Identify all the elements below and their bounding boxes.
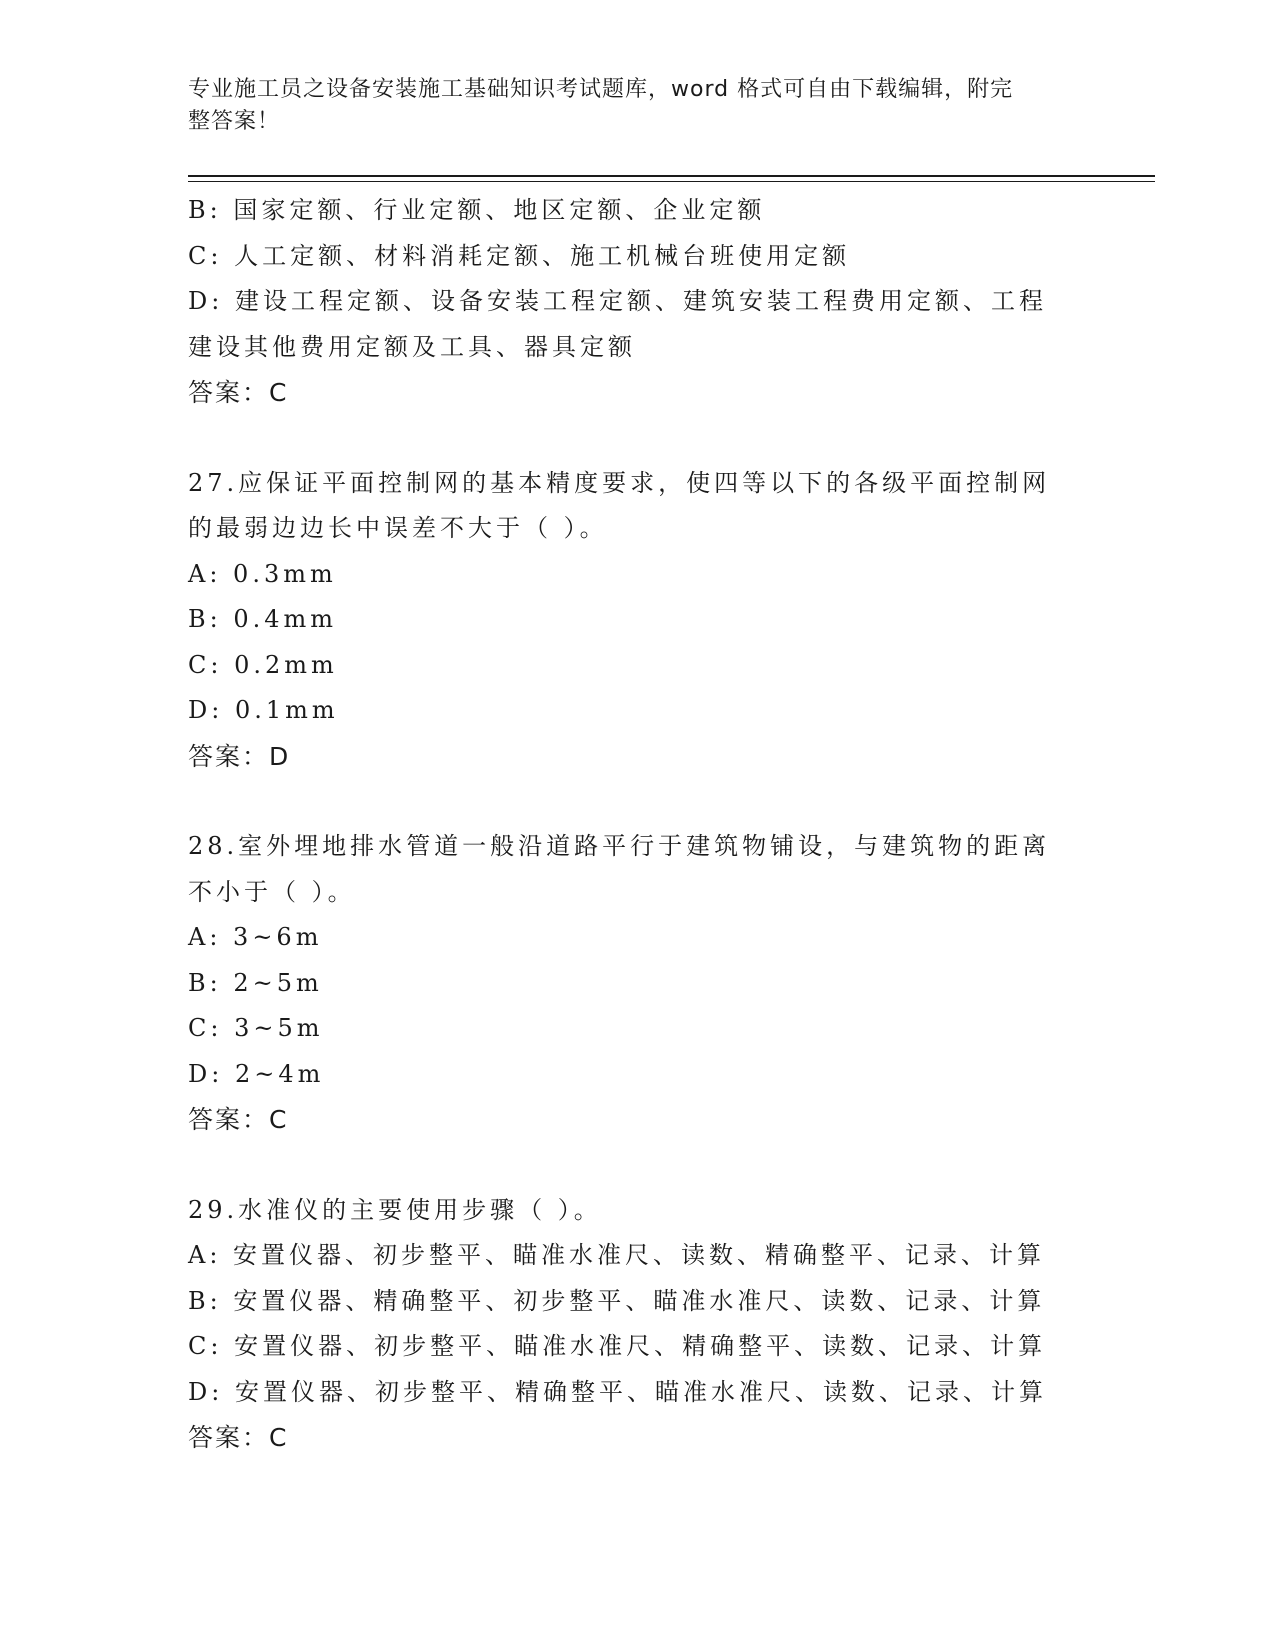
option-d: D: 安置仪器、初步整平、精确整平、瞄准水准尺、读数、记录、计算 (188, 1377, 1047, 1406)
answer: 答案：C (188, 1423, 289, 1452)
option-b: B: 2~5m (188, 968, 323, 997)
option-b: B: 国家定额、行业定额、地区定额、企业定额 (188, 196, 766, 224)
option-d: D: 0.1mm (188, 696, 339, 724)
answer: 答案：C (188, 1105, 289, 1134)
question-28 (188, 824, 1088, 1143)
question-26-tail (188, 188, 1088, 416)
option-a: A: 安置仪器、初步整平、瞄准水准尺、读数、精确整平、记录、计算 (188, 1241, 1046, 1269)
option-d: D: 建设工程定额、设备安装工程定额、建筑安装工程费用定额、工程 (188, 287, 1047, 315)
header-divider-thin (188, 181, 1155, 182)
option-a: A: 0.3mm (188, 559, 337, 588)
document-header (188, 74, 1068, 138)
option-d: D: 2~4m (188, 1059, 325, 1088)
question-stem: 27.应保证平面控制网的基本精度要求，使四等以下的各级平面控制网 (188, 468, 1051, 497)
header-divider-thick (188, 175, 1155, 177)
option-c: C: 人工定额、材料消耗定额、施工机械台班使用定额 (188, 241, 851, 270)
document-body (188, 188, 1088, 1461)
option-c: C: 0.2mm (188, 650, 338, 679)
question-27 (188, 461, 1088, 780)
question-stem-continued: 的最弱边边长中误差不大于（ ）。 (188, 514, 608, 542)
spacer (188, 1143, 1088, 1188)
header-line-1: 专业施工员之设备安装施工基础知识考试题库，word 格式可自由下载编辑，附完 (188, 77, 1014, 102)
option-c: C: 3~5m (188, 1014, 324, 1042)
spacer (188, 416, 1088, 461)
question-stem: 29.水准仪的主要使用步骤（ ）。 (188, 1195, 602, 1224)
option-a: A: 3~6m (188, 923, 323, 951)
answer: 答案：D (188, 741, 291, 771)
option-d-continued: 建设其他费用定额及工具、器具定额 (188, 332, 636, 361)
question-29 (188, 1188, 1088, 1461)
spacer (188, 779, 1088, 824)
question-stem-continued: 不小于（ ）。 (188, 877, 356, 906)
option-c: C: 安置仪器、初步整平、瞄准水准尺、精确整平、读数、记录、计算 (188, 1332, 1047, 1360)
question-stem: 28.室外埋地排水管道一般沿道路平行于建筑物铺设，与建筑物的距离 (188, 832, 1051, 860)
option-b: B: 安置仪器、精确整平、初步整平、瞄准水准尺、读数、记录、计算 (188, 1286, 1046, 1315)
option-b: B: 0.4mm (188, 605, 338, 633)
header-line-2: 整答案！ (188, 109, 281, 134)
answer: 答案：C (188, 378, 289, 407)
